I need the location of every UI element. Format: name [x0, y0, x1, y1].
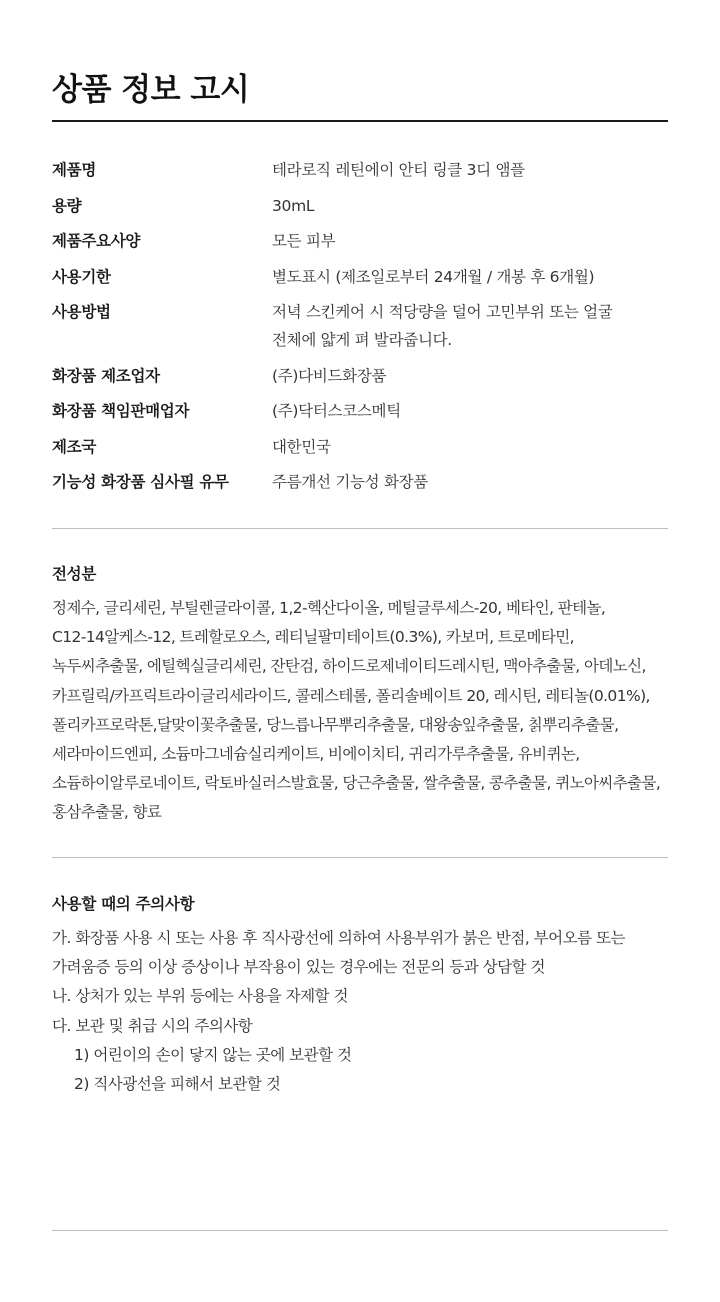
info-value	[272, 156, 668, 184]
cautions-list	[52, 924, 672, 1099]
info-row	[52, 156, 668, 184]
info-value	[272, 192, 668, 220]
info-label: 사용방법	[52, 303, 111, 321]
caution-item: 1) 어린이의 손이 닿지 않는 곳에 보관할 것	[74, 1045, 352, 1064]
info-value	[272, 227, 668, 255]
info-value	[272, 362, 668, 390]
info-row	[52, 397, 668, 425]
info-value-line: 별도표시 (제조일로부터 24개월 / 개봉 후 6개월)	[272, 267, 595, 286]
ingredients-line: 녹두씨추출물, 에틸헥실글리세린, 잔탄검, 하이드로제네이티드레시틴, 맥아추출물, 아데노신,	[52, 657, 646, 676]
ingredients-list	[52, 594, 672, 828]
cautions-heading: 사용할 때의 주의사항	[52, 895, 195, 913]
info-row	[52, 433, 668, 461]
ingredients-line: 폴리카프로락톤,달맞이꽃추출물, 당느릅나무뿌리추출물, 대왕송잎추출물, 칡뿌리추출물,	[52, 715, 619, 734]
section-divider	[52, 857, 668, 858]
info-label: 기능성 화장품 심사필 유무	[52, 473, 229, 491]
page-title: 상품 정보 고시	[52, 72, 250, 108]
ingredients-line: C12-14알케스-12, 트레할로오스, 레티닐팔미테이트(0.3%), 카보머, 트로메타민,	[52, 628, 574, 647]
info-value-line: (주)닥터스코스메틱	[272, 402, 401, 420]
info-value-line: 전체에 얇게 펴 발라줍니다.	[272, 331, 452, 349]
ingredients-line: 정제수, 글리세린, 부틸렌글라이콜, 1,2-헥산다이올, 메틸글루세스-20, 베타인, 판테놀,	[52, 599, 606, 617]
info-value	[272, 397, 668, 425]
info-label: 화장품 책임판매업자	[52, 402, 190, 420]
ingredients-heading: 전성분	[52, 565, 97, 583]
caution-item: 가려움증 등의 이상 증상이나 부작용이 있는 경우에는 전문의 등과 상담할 것	[52, 958, 545, 977]
info-label: 사용기한	[52, 267, 111, 286]
info-value-line: 30mL	[272, 196, 315, 215]
info-value	[272, 433, 668, 461]
info-label: 화장품 제조업자	[52, 366, 160, 385]
ingredients-line: 소듐하이알루로네이트, 락토바실러스발효물, 당근추출물, 쌀추출물, 콩추출물, 퀴노아씨추출물,	[52, 774, 661, 793]
info-value-line: 저녁 스킨케어 시 적당량을 덜어 고민부위 또는 얼굴	[272, 303, 613, 321]
info-value-line: 테라로직 레틴에이 안티 링클 3디 앰플	[272, 161, 525, 179]
info-value-line: 모든 피부	[272, 232, 336, 250]
ingredients-line: 홍삼추출물, 향료	[52, 803, 162, 822]
info-row	[52, 468, 668, 496]
info-value	[272, 468, 668, 496]
info-row	[52, 362, 668, 390]
info-value-line: (주)다비드화장품	[272, 366, 387, 385]
caution-item: 나. 상처가 있는 부위 등에는 사용을 자제할 것	[52, 987, 348, 1006]
bottom-divider	[52, 1230, 668, 1231]
title-divider	[52, 120, 668, 122]
caution-item: 가. 화장품 사용 시 또는 사용 후 직사광선에 의하여 사용부위가 붉은 반점, 부어오름 또는	[52, 929, 625, 947]
info-row	[52, 227, 668, 255]
info-label: 제조국	[52, 437, 97, 456]
info-value	[272, 298, 668, 354]
ingredients-line: 카프릴릭/카프릭트라이글리세라이드, 콜레스테롤, 폴리솔베이트 20, 레시틴, 레티놀(0.01%),	[52, 686, 650, 705]
info-value-line: 주름개선 기능성 화장품	[272, 473, 428, 491]
caution-item: 다. 보관 및 취급 시의 주의사항	[52, 1016, 253, 1035]
info-row	[52, 298, 668, 354]
info-label: 제품주요사양	[52, 232, 141, 250]
ingredients-line: 세라마이드엔피, 소듐마그네슘실리케이트, 비에이치티, 귀리가루추출물, 유비퀴논,	[52, 745, 580, 764]
info-value-line: 대한민국	[272, 437, 331, 456]
info-row	[52, 263, 668, 291]
info-label: 용량	[52, 196, 82, 215]
product-info-table	[52, 156, 668, 504]
info-value	[272, 263, 668, 291]
caution-item: 2) 직사광선을 피해서 보관할 것	[74, 1075, 281, 1094]
info-label: 제품명	[52, 161, 97, 179]
info-row	[52, 192, 668, 220]
section-divider	[52, 528, 668, 529]
